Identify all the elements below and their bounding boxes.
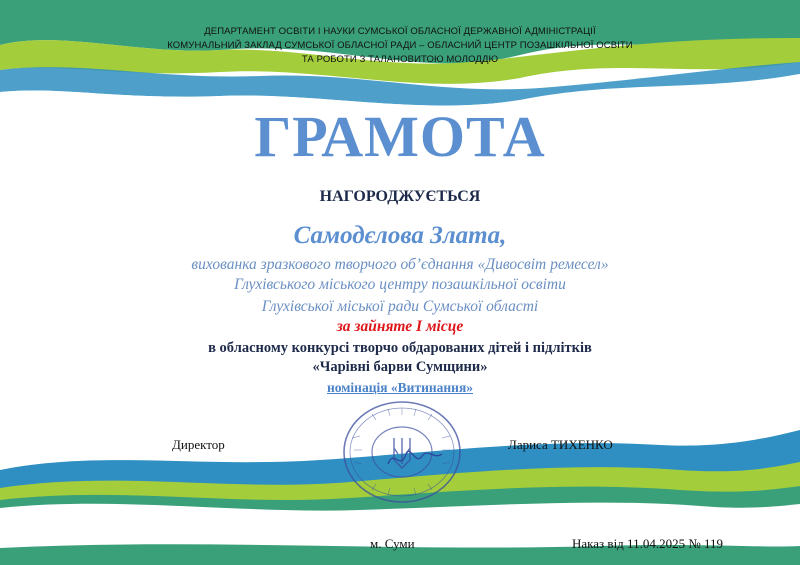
footer-city: м. Суми: [370, 536, 415, 551]
signature-position: Директор: [172, 437, 225, 452]
description-line-1: вихованка зразкового творчого об’єднання «Дивосвіт ремесел»: [191, 256, 609, 273]
awarded-label: НАГОРОДЖУЄТЬСЯ: [319, 188, 481, 205]
header-line-2: КОМУНАЛЬНИЙ ЗАКЛАД СУМСЬКОЇ ОБЛАСНОЇ РАДИ – ОБЛАСНИЙ ЦЕНТР ПОЗАШКІЛЬНОЇ ОСВІТИ: [167, 40, 633, 51]
certificate-title: ГРАМОТА: [254, 104, 546, 169]
trident-emblem-icon: [394, 438, 410, 468]
description-line-2: Глухівського міського центру позашкільної освіти: [234, 276, 566, 293]
header-line-3: ТА РОБОТИ З ТАЛАНОВИТОЮ МОЛОДДЮ: [301, 54, 499, 65]
nomination-label: номінація «Витинання»: [326, 380, 474, 395]
footer-order: Наказ від 11.04.2025 № 119: [572, 536, 723, 551]
recipient-name: Самодєлова Злата,: [293, 222, 507, 249]
achievement-text: за зайняте І місце: [336, 318, 464, 335]
signature-name: Лариса ТИХЕНКО: [508, 437, 613, 452]
contest-line-2: «Чарівні барви Сумщини»: [312, 359, 488, 375]
contest-line-1: в обласному конкурсі творчо обдарованих дітей і підлітків: [208, 340, 592, 356]
header-line-1: ДЕПАРТАМЕНТ ОСВІТИ І НАУКИ СУМСЬКОЇ ОБЛАСНОЇ ДЕРЖАВНОЇ АДМІНІСТРАЦІЇ: [204, 26, 596, 37]
description-line-3: Глухівської міської ради Сумської області: [261, 298, 539, 315]
nomination-text: [0, 380, 800, 396]
official-stamp-seal: [338, 398, 466, 506]
